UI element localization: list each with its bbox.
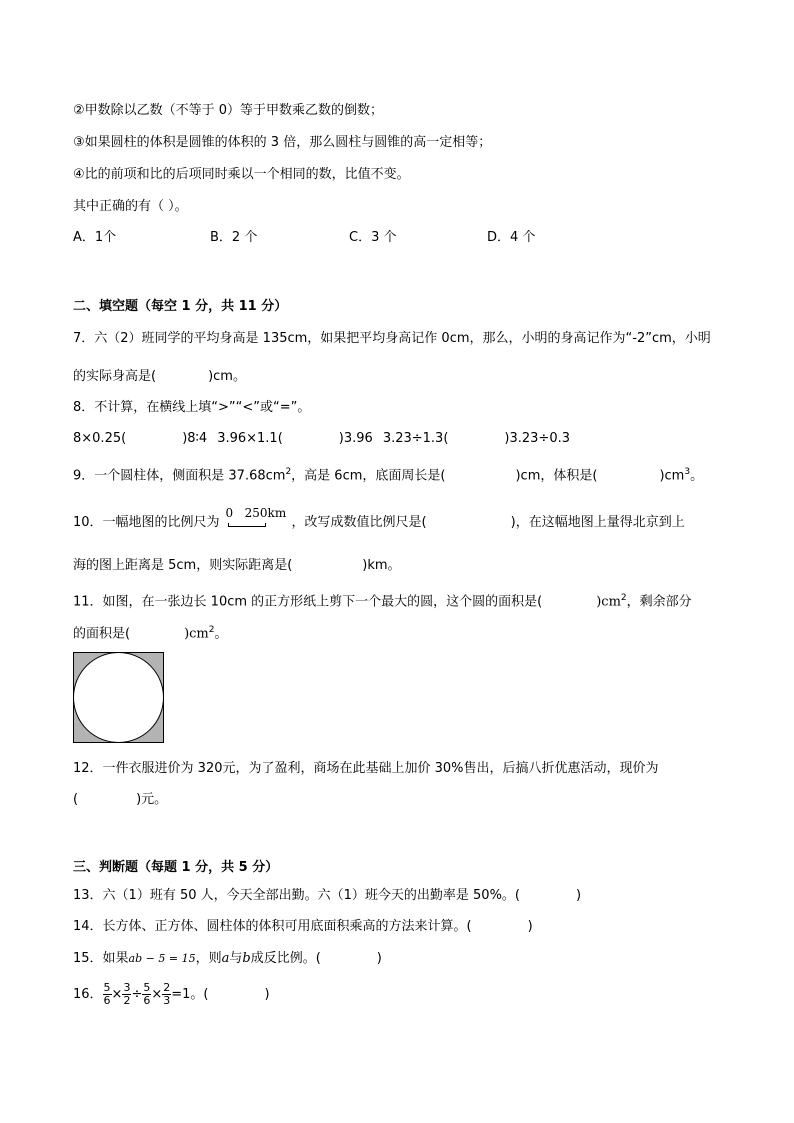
q6-statement-3: ③如果圆柱的体积是圆锥的体积的 3 倍，那么圆柱与圆锥的高一定相等；	[73, 135, 492, 150]
q11-line-2	[73, 621, 228, 643]
q7-line-2	[73, 368, 246, 386]
q16	[73, 980, 270, 1010]
q7-text-b: )cm。	[208, 369, 246, 384]
q11-unit: )cm	[596, 594, 621, 610]
fraction-2-numerator: 3	[123, 981, 131, 994]
q13	[73, 887, 581, 905]
q6-statement-2: ②甲数除以乙数（不等于 0）等于甲数乘乙数的倒数；	[73, 103, 384, 118]
q16-equals: =1。(	[171, 987, 209, 1002]
section-2-title: 二、填空题（每空 1 分，共 11 分）	[73, 299, 288, 314]
q8-text: 8．不计算，在横线上填“>”“<”或“=”。	[73, 400, 311, 415]
q9-text-d: )cm	[659, 468, 685, 484]
q14	[73, 918, 533, 936]
q13-close: )	[576, 888, 582, 903]
q15-var-a: a	[221, 951, 230, 966]
q6-prompt: 其中正确的有（ ）。	[73, 199, 188, 214]
q16-operator-2: ÷	[131, 987, 143, 1002]
q13-text: 13．六（1）班有 50 人，今天全部出勤。六（1）班今天的出勤率是 50%。(	[73, 888, 520, 903]
q15-equation: ab − 5 = 15	[128, 952, 196, 965]
q9-text-a: 9．一个圆柱体，侧面积是 37.68cm	[73, 468, 286, 484]
q9-superscript-1: 2	[285, 467, 292, 477]
scale-bar	[228, 523, 266, 527]
fraction-3	[142, 982, 151, 1007]
fraction-3-denominator: 6	[143, 994, 151, 1007]
q15-text-b: ，则	[195, 951, 222, 966]
q12-line-1: 12．一件衣服进价为 320元，为了盈利，商场在此基础上加价 30%售出，后搞八折优惠活动，现价为	[73, 761, 659, 776]
fraction-2-denominator: 2	[123, 994, 131, 1007]
q11-superscript: 2	[620, 593, 627, 603]
fraction-4	[162, 982, 171, 1007]
fraction-3-numerator: 5	[143, 981, 151, 994]
scale-zero-label: 0	[225, 506, 234, 520]
q8-expr-2: 3.96×1.1(	[217, 431, 283, 446]
q8-expr-3: 3.23÷1.3(	[382, 431, 449, 446]
q10-text-l2a: 海的图上距离是 5cm，则实际距离是(	[73, 558, 293, 573]
q14-text: 14．长方体、正方体、圆柱体的体积可用底面积乘高的方法来计算。(	[73, 919, 472, 934]
q11-text-l2c: 。	[214, 626, 228, 642]
q11-superscript-2: 2	[208, 625, 215, 635]
q15-close: )	[376, 951, 382, 966]
q15-text-a: 15．如果	[73, 951, 129, 966]
q9-text-c: )cm，体积是(	[515, 468, 598, 484]
q12-text-b: )元。	[136, 792, 168, 807]
q6-choices	[73, 229, 535, 247]
section-3-title: 三、判断题（每题 1 分，共 5 分）	[73, 860, 279, 875]
square-circle-figure	[73, 652, 164, 743]
choice-c[interactable]: C．3 个	[349, 230, 397, 245]
q16-operator-3: ×	[151, 987, 163, 1002]
q9-text	[73, 463, 703, 485]
q6-statement-4: ④比的前项和比的后项同时乘以一个相同的数，比值不变。	[73, 167, 410, 182]
q10-text-b: ，改写成数值比例尺是(	[291, 515, 427, 530]
choice-d[interactable]: D．4 个	[487, 230, 536, 245]
q8-expr-2-right: )3.96	[338, 431, 373, 446]
fraction-1-denominator: 6	[103, 994, 111, 1007]
q11-unit-2: )cm	[184, 626, 209, 642]
q16-operator-1: ×	[111, 987, 123, 1002]
q8-expr-1-right: )8∶4	[182, 431, 208, 446]
q15	[73, 950, 382, 968]
q7-line-1: 7．六（2）班同学的平均身高是 135cm，如果把平均身高记作 0cm，那么，小明的身高记作为“-2”cm，小明	[73, 331, 711, 346]
q10-text-l2b: )km。	[362, 558, 401, 573]
q11-text-c: ，剩余部分	[626, 594, 692, 610]
q10-line-1	[73, 506, 685, 532]
q10-line-2	[73, 557, 401, 575]
q16-close: )	[264, 987, 270, 1002]
q9-superscript-2: 3	[684, 467, 691, 477]
q15-text-d: 成反比例。(	[250, 951, 321, 966]
choice-b[interactable]: B．2 个	[210, 230, 258, 245]
fraction-1-numerator: 5	[103, 981, 111, 994]
q7-text-a: 的实际身高是(	[73, 369, 157, 384]
q12-text-a: (	[73, 792, 79, 807]
scale-value-label: 250km	[244, 506, 287, 520]
q11-text-l2a: 的面积是(	[73, 626, 131, 642]
q8-expressions	[73, 430, 570, 448]
q11-line-1	[73, 589, 692, 611]
choice-a[interactable]: A．1个	[73, 230, 117, 245]
fraction-4-numerator: 2	[163, 981, 171, 994]
fraction-4-denominator: 3	[163, 994, 171, 1007]
fraction-1	[103, 982, 112, 1007]
q8-expr-1: 8×0.25(	[73, 431, 127, 446]
q15-text-c: 与	[229, 951, 243, 966]
q11-text-a: 11．如图，在一张边长 10cm 的正方形纸上剪下一个最大的圆，这个圆的面积是(	[73, 594, 543, 610]
q8-expr-3-right: )3.23÷0.3	[504, 431, 570, 446]
q9-text-e: 。	[690, 468, 704, 484]
q14-close: )	[527, 919, 533, 934]
cut-circle	[74, 653, 164, 743]
q10-text-c: )，在这幅地图上量得北京到上	[510, 515, 685, 530]
q15-var-b: b	[242, 951, 251, 966]
q10-text-a: 10．一幅地图的比例尺为	[73, 515, 220, 530]
line-scale-figure	[224, 506, 288, 530]
q9-text-b: ，高是 6cm，底面周长是(	[291, 468, 446, 484]
q12-line-2	[73, 791, 167, 809]
q16-label: 16．	[73, 987, 103, 1002]
